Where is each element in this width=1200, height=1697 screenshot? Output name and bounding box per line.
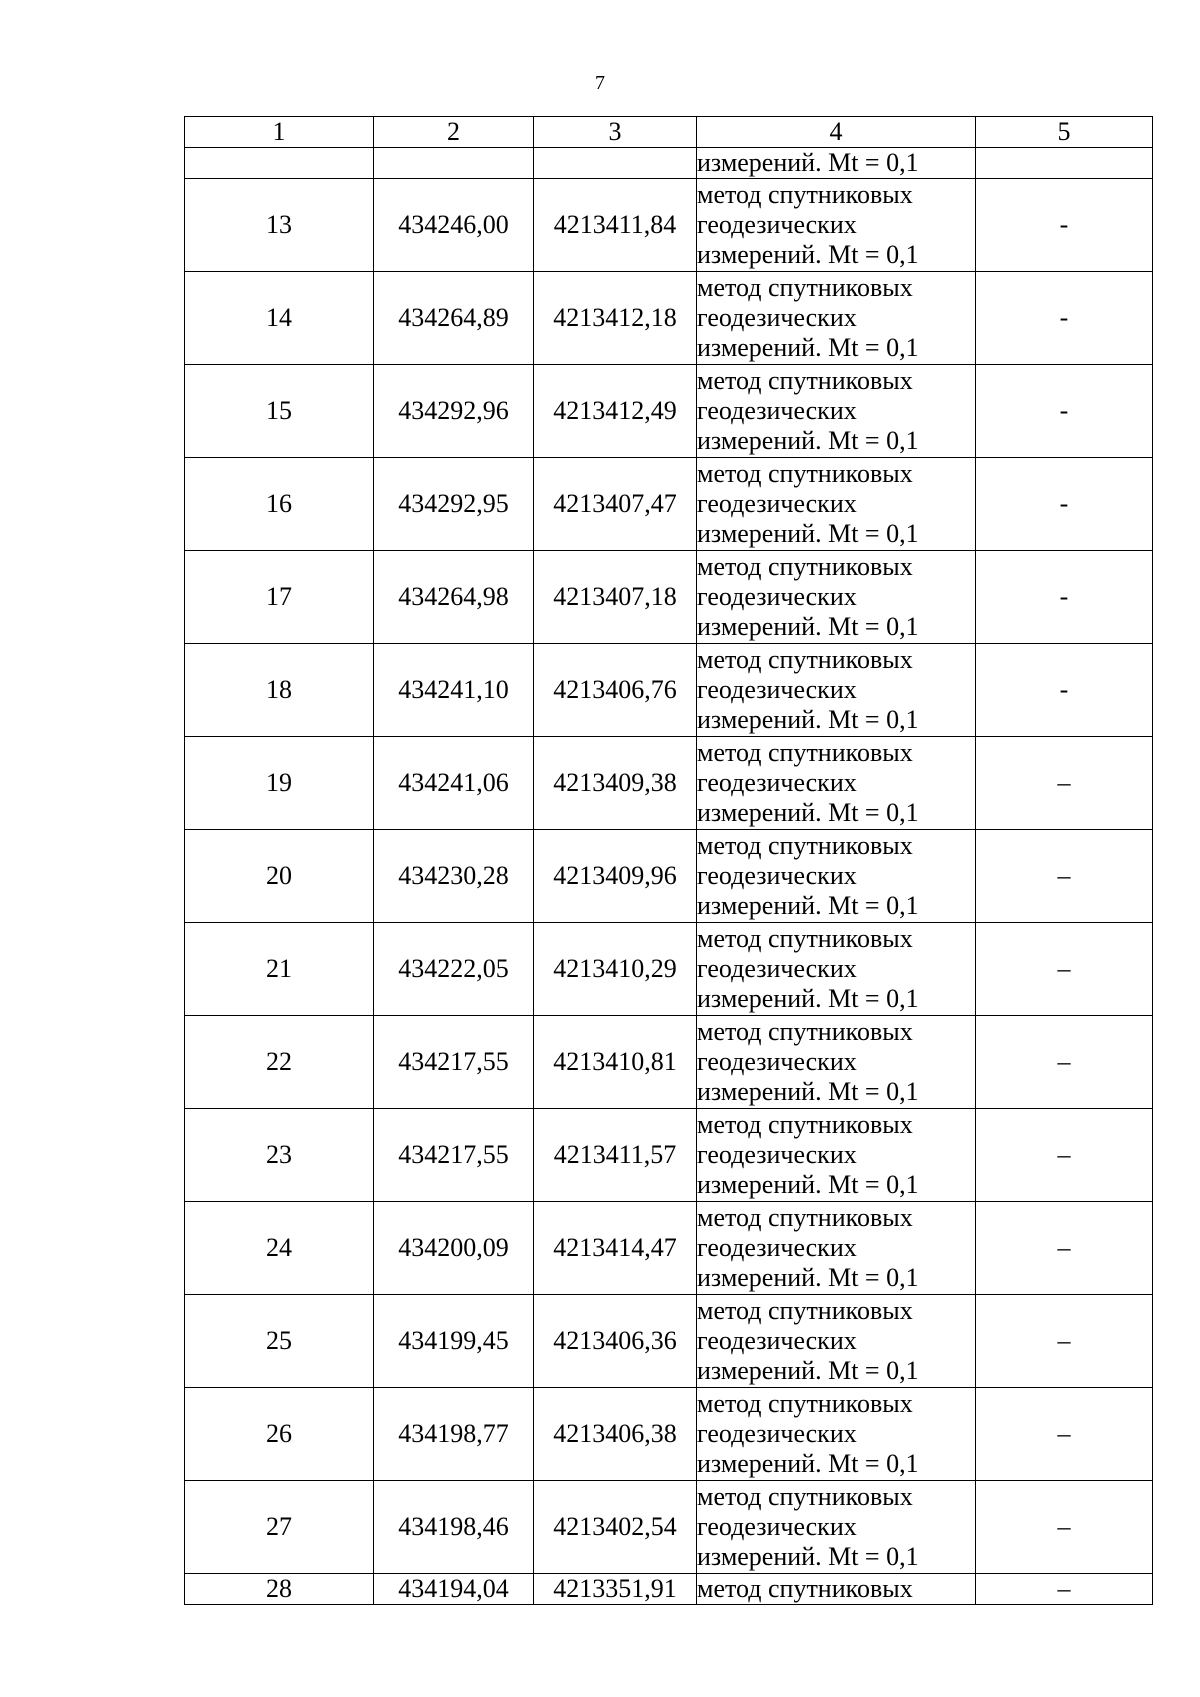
cell-x	[374, 148, 534, 179]
cell-point-number: 26	[185, 1388, 374, 1481]
method-line: измерений. Mt = 0,1	[697, 1077, 919, 1106]
cell-method: метод спутниковых	[697, 1574, 976, 1605]
method-line: измерений. Mt = 0,1	[697, 1449, 919, 1478]
cell-note: -	[976, 644, 1153, 737]
cell-y: 4213402,54	[534, 1481, 697, 1574]
cell-note: –	[976, 1574, 1153, 1605]
cell-y: 4213410,29	[534, 923, 697, 1016]
method-line: измерений. Mt = 0,1	[697, 1356, 919, 1385]
cell-point-number: 23	[185, 1109, 374, 1202]
cell-x: 434292,96	[374, 365, 534, 458]
method-line: геодезических	[697, 954, 857, 983]
cell-method	[697, 1202, 976, 1295]
method-line: метод спутниковых	[697, 366, 913, 395]
method-line: геодезических	[697, 1326, 857, 1355]
method-line: метод спутниковых	[697, 1389, 913, 1418]
method-line: геодезических	[697, 1047, 857, 1076]
cell-x: 434230,28	[374, 830, 534, 923]
cell-y: 4213409,96	[534, 830, 697, 923]
cell-y: 4213407,18	[534, 551, 697, 644]
table-row	[185, 458, 1153, 551]
cell-method	[697, 179, 976, 272]
cell-point-number: 24	[185, 1202, 374, 1295]
cell-point-number: 19	[185, 737, 374, 830]
method-line: геодезических	[697, 1419, 857, 1448]
cell-note: –	[976, 1109, 1153, 1202]
table-row	[185, 179, 1153, 272]
table-header-row	[185, 117, 1153, 148]
header-col-4: 4	[697, 117, 976, 148]
cell-note	[976, 148, 1153, 179]
cell-x: 434199,45	[374, 1295, 534, 1388]
cell-note: -	[976, 272, 1153, 365]
method-line: измерений. Mt = 0,1	[697, 426, 919, 455]
cell-point-number: 27	[185, 1481, 374, 1574]
method-line: метод спутниковых	[697, 645, 913, 674]
header-col-5: 5	[976, 117, 1153, 148]
cell-x: 434264,98	[374, 551, 534, 644]
cell-x: 434217,55	[374, 1109, 534, 1202]
method-line: измерений. Mt = 0,1	[697, 333, 919, 362]
cell-note: -	[976, 179, 1153, 272]
cell-method	[697, 1016, 976, 1109]
cell-method	[697, 1481, 976, 1574]
method-line: геодезических	[697, 675, 857, 704]
cell-point-number: 15	[185, 365, 374, 458]
cell-x: 434198,77	[374, 1388, 534, 1481]
method-line: измерений. Mt = 0,1	[697, 1542, 919, 1571]
cell-x: 434292,95	[374, 458, 534, 551]
cell-point-number: 21	[185, 923, 374, 1016]
cell-x: 434241,10	[374, 644, 534, 737]
method-line: метод спутниковых	[697, 1017, 913, 1046]
page-number: 7	[595, 72, 605, 94]
cell-note: –	[976, 737, 1153, 830]
cell-note: –	[976, 1295, 1153, 1388]
method-line: геодезических	[697, 396, 857, 425]
cell-point-number: 17	[185, 551, 374, 644]
cell-y: 4213406,76	[534, 644, 697, 737]
table-row	[185, 1574, 1153, 1605]
cell-y: 4213409,38	[534, 737, 697, 830]
cell-note: –	[976, 830, 1153, 923]
cell-note: -	[976, 458, 1153, 551]
table-row	[185, 272, 1153, 365]
method-line: метод спутниковых	[697, 273, 913, 302]
method-line: метод спутниковых	[697, 1296, 913, 1325]
method-line: метод спутниковых	[697, 1110, 913, 1139]
cell-point-number: 16	[185, 458, 374, 551]
table-row	[185, 1388, 1153, 1481]
method-line: метод спутниковых	[697, 1482, 913, 1511]
cell-x: 434198,46	[374, 1481, 534, 1574]
method-line: геодезических	[697, 768, 857, 797]
method-line: измерений. Mt = 0,1	[697, 1170, 919, 1199]
cell-y: 4213406,38	[534, 1388, 697, 1481]
table-row	[185, 1109, 1153, 1202]
table-row	[185, 1202, 1153, 1295]
cell-x: 434200,09	[374, 1202, 534, 1295]
cell-method	[697, 272, 976, 365]
cell-method	[697, 1388, 976, 1481]
cell-y: 4213414,47	[534, 1202, 697, 1295]
table-row	[185, 644, 1153, 737]
cell-method	[697, 923, 976, 1016]
method-line: метод спутниковых	[697, 831, 913, 860]
cell-y: 4213351,91	[534, 1574, 697, 1605]
method-line: метод спутниковых	[697, 924, 913, 953]
method-line: метод спутниковых	[697, 459, 913, 488]
cell-point-number: 22	[185, 1016, 374, 1109]
cell-point-number: 14	[185, 272, 374, 365]
cell-note: –	[976, 1481, 1153, 1574]
cell-y: 4213412,49	[534, 365, 697, 458]
cell-y: 4213410,81	[534, 1016, 697, 1109]
table-row	[185, 551, 1153, 644]
cell-method	[697, 365, 976, 458]
table-row	[185, 830, 1153, 923]
method-line: геодезических	[697, 1140, 857, 1169]
table-row	[185, 923, 1153, 1016]
table-row	[185, 737, 1153, 830]
cell-point-number: 28	[185, 1574, 374, 1605]
method-line: метод спутниковых	[697, 552, 913, 581]
cell-method	[697, 551, 976, 644]
cell-note: –	[976, 1202, 1153, 1295]
method-line: геодезических	[697, 582, 857, 611]
cell-method	[697, 458, 976, 551]
cell-note: -	[976, 365, 1153, 458]
cell-method	[697, 737, 976, 830]
method-line: измерений. Mt = 0,1	[697, 891, 919, 920]
cell-y: 4213407,47	[534, 458, 697, 551]
method-line: геодезических	[697, 861, 857, 890]
header-col-2: 2	[374, 117, 534, 148]
cell-y: 4213412,18	[534, 272, 697, 365]
cell-x: 434241,06	[374, 737, 534, 830]
cell-note: -	[976, 551, 1153, 644]
method-line: геодезических	[697, 1233, 857, 1262]
header-col-1: 1	[185, 117, 374, 148]
cell-point-number: 25	[185, 1295, 374, 1388]
method-line: измерений. Mt = 0,1	[697, 240, 919, 269]
method-line: измерений. Mt = 0,1	[697, 612, 919, 641]
method-line: метод спутниковых	[697, 738, 913, 767]
cell-x: 434222,05	[374, 923, 534, 1016]
cell-method	[697, 1109, 976, 1202]
method-line: измерений. Mt = 0,1	[697, 984, 919, 1013]
cell-note: –	[976, 1388, 1153, 1481]
cell-x: 434246,00	[374, 179, 534, 272]
cell-y: 4213411,57	[534, 1109, 697, 1202]
method-line: геодезических	[697, 210, 857, 239]
method-line: геодезических	[697, 1512, 857, 1541]
table-row-continuation	[185, 148, 1153, 179]
table-row	[185, 1016, 1153, 1109]
method-line: метод спутниковых	[697, 1203, 913, 1232]
method-line: метод спутниковых	[697, 180, 913, 209]
cell-method	[697, 830, 976, 923]
cell-method	[697, 1295, 976, 1388]
cell-y: 4213406,36	[534, 1295, 697, 1388]
cell-y	[534, 148, 697, 179]
cell-x: 434217,55	[374, 1016, 534, 1109]
table-row	[185, 1295, 1153, 1388]
cell-point-number: 18	[185, 644, 374, 737]
cell-x: 434264,89	[374, 272, 534, 365]
cell-point-number	[185, 148, 374, 179]
method-line: измерений. Mt = 0,1	[697, 705, 919, 734]
header-col-3: 3	[534, 117, 697, 148]
cell-note: –	[976, 1016, 1153, 1109]
method-line: измерений. Mt = 0,1	[697, 1263, 919, 1292]
cell-x: 434194,04	[374, 1574, 534, 1605]
coordinates-table	[184, 116, 1153, 1605]
method-line: измерений. Mt = 0,1	[697, 519, 919, 548]
cell-method: измерений. Mt = 0,1	[697, 148, 976, 179]
cell-y: 4213411,84	[534, 179, 697, 272]
method-line: геодезических	[697, 489, 857, 518]
cell-method	[697, 644, 976, 737]
table-row	[185, 1481, 1153, 1574]
method-line: измерений. Mt = 0,1	[697, 798, 919, 827]
cell-note: –	[976, 923, 1153, 1016]
table-row	[185, 365, 1153, 458]
cell-point-number: 20	[185, 830, 374, 923]
method-line: геодезических	[697, 303, 857, 332]
cell-point-number: 13	[185, 179, 374, 272]
